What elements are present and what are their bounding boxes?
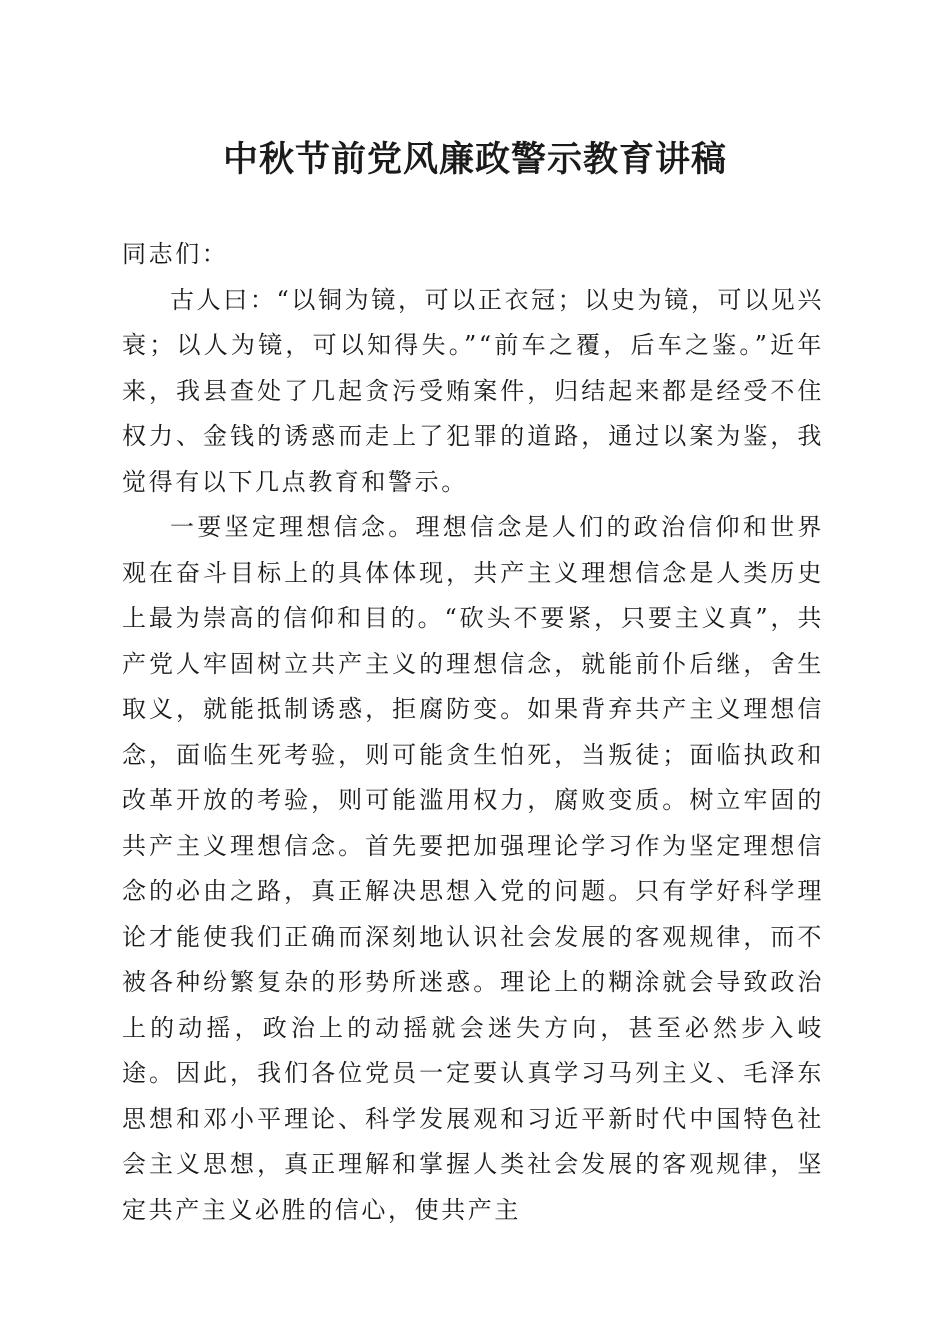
- document-title: 中秋节前党风廉政警示教育讲稿: [222, 139, 727, 180]
- paragraph-intro: 古人曰：“以铜为镜，可以正衣冠；以史为镜，可以见兴衰；以人为镜，可以知得失。”“前车之覆，后车之鉴。”近年来，我县查处了几起贪污受贿案件，归结起来都是经受不住权力、金钱的诱惑而走上了犯罪的道路，通过以案为鉴，我觉得有以下几点教育和警示。: [122, 285, 824, 496]
- salutation: 同志们：: [122, 240, 229, 268]
- paragraph-ideals: 一要坚定理想信念。理想信念是人们的政治信仰和世界观在奋斗目标上的具体体现，共产主义理想信念是人类历史上最为崇高的信仰和目的。“砍头不要紧，只要主义真”，共产党人牢固树立共产主义的理想信念，就能前仆后继，舍生取义，就能抵制诱惑，拒腐防变。如果背弃共产主义理想信念，面临生死考验，则可能贪生怕死，当叛徒；面临执政和改革开放的考验，则可能滥用权力，腐败变质。树立牢固的共产主义理想信念。首先要把加强理论学习作为坚定理想信念的必由之路，真正解决思想入党的问题。只有学好科学理论才能使我们正确而深刻地认识社会发展的客观规律，而不被各种纷繁复杂的形势所迷惑。理论上的糊涂就会导致政治上的动摇，政治上的动摇就会迷失方向，甚至必然步入岐途。因此，我们各位党员一定要认真学习马列主义、毛泽东思想和邓小平理论、科学发展观和习近平新时代中国特色社会主义思想，真正理解和掌握人类社会发展的客观规律，坚定共产主义必胜的信心，使共产主: [122, 513, 824, 1224]
- document-body: [122, 232, 824, 1233]
